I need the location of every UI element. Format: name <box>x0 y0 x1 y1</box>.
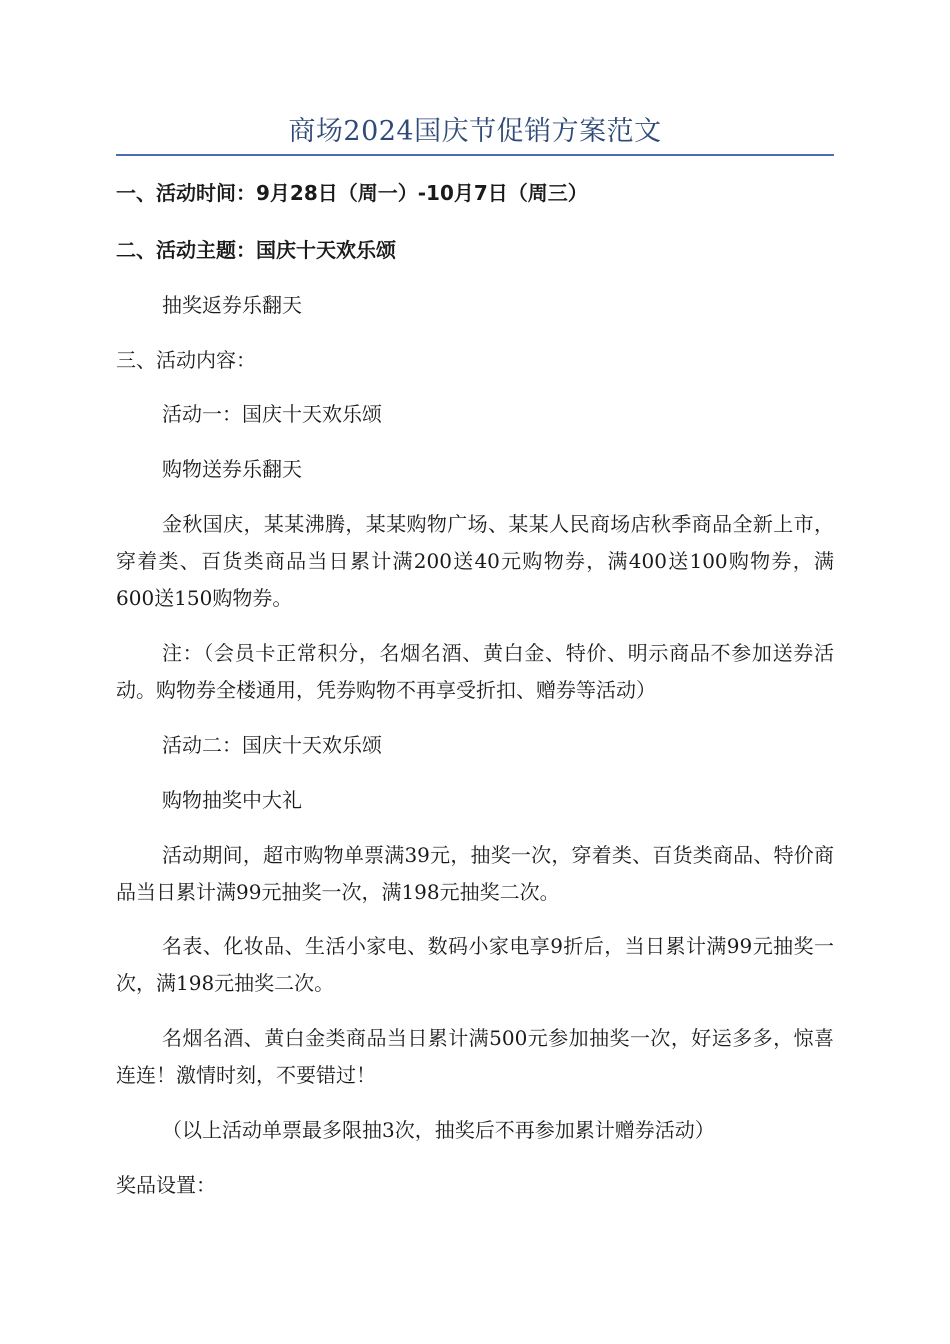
document-title: 商场2024国庆节促销方案范文 <box>288 116 662 147</box>
heading-activity-time: 一、活动时间：9月28日（周一）-10月7日（周三） <box>116 181 588 205</box>
activity1-note: 注：（会员卡正常积分，名烟名酒、黄白金、特价、明示商品不参加送券活动。购物券全楼通用，凭券购物不再享受折扣、赠券等活动） <box>116 641 834 702</box>
heading-activity-content: 三、活动内容： <box>116 348 256 372</box>
title-underline <box>116 154 834 156</box>
theme-subtitle: 抽奖返券乐翻天 <box>162 293 302 317</box>
heading-activity-theme: 二、活动主题：国庆十天欢乐颂 <box>116 238 396 262</box>
activity2-body-1: 活动期间，超市购物单票满39元，抽奖一次，穿着类、百货类商品、特价商品当日累计满99元抽奖一次，满198元抽奖二次。 <box>116 843 834 904</box>
activity1-subtitle: 购物送券乐翻天 <box>162 457 302 481</box>
activity1-title: 活动一：国庆十天欢乐颂 <box>162 402 382 426</box>
activity2-subtitle: 购物抽奖中大礼 <box>162 788 302 812</box>
activity1-body: 金秋国庆，某某沸腾，某某购物广场、某某人民商场店秋季商品全新上市，穿着类、百货类商品当日累计满200送40元购物券，满400送100购物券，满600送150购物券。 <box>116 512 834 610</box>
activity2-title: 活动二：国庆十天欢乐颂 <box>162 733 382 757</box>
activity2-body-2: 名表、化妆品、生活小家电、数码小家电享9折后，当日累计满99元抽奖一次，满198元抽奖二次。 <box>116 934 834 995</box>
prizes-heading: 奖品设置： <box>116 1173 216 1197</box>
activity2-limit-note: （以上活动单票最多限抽3次，抽奖后不再参加累计赠券活动） <box>162 1118 715 1142</box>
activity2-body-3: 名烟名酒、黄白金类商品当日累计满500元参加抽奖一次，好运多多，惊喜连连！激情时刻，不要错过！ <box>116 1026 834 1087</box>
